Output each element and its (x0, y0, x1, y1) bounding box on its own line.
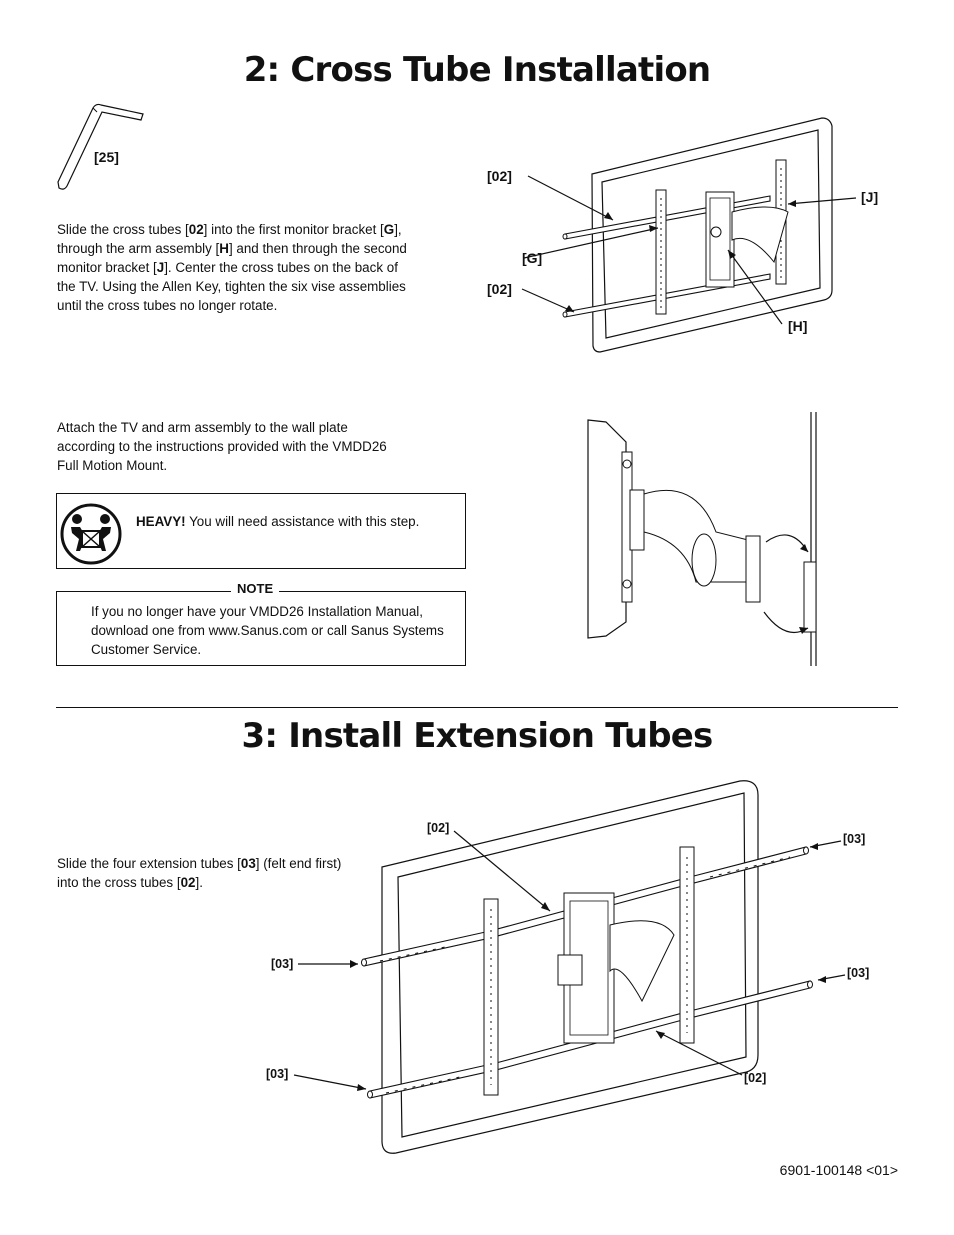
label-cross-tube-top: [02] (427, 821, 450, 835)
allen-key-icon (55, 102, 150, 192)
section2-title: 2: Cross Tube Installation (243, 50, 711, 90)
label-ext-left-lower: [03] (266, 1067, 289, 1081)
document-number: 6901-100148 <01> (779, 1162, 898, 1178)
monitor-bracket-left (484, 899, 498, 1095)
wall-mount-side-diagram (586, 412, 826, 670)
note-title: NOTE (231, 581, 279, 596)
section-divider (56, 707, 898, 708)
label-ext-left-upper: [03] (271, 957, 294, 971)
allen-key-label: [25] (94, 149, 119, 165)
note-box (56, 591, 466, 666)
label-bracket-j: [J] (861, 189, 879, 205)
heavy-warning-text: HEAVY! You will need assistance with this step. (136, 514, 420, 529)
cross-tube-instructions: Slide the cross tubes [02] into the first monitor bracket [G], through the arm assembly [H] and then through the second monitor bracket [J]. Center the cross tubes on the back of the TV. Using the Allen Key, tighten the six vise assemblies until the cross tubes no longer rotate. (57, 222, 407, 313)
cross-tube-diagram (470, 112, 890, 362)
label-arm-h: [H] (788, 318, 808, 334)
section3-title: 3: Install Extension Tubes (241, 716, 713, 756)
attach-instructions: Attach the TV and arm assembly to the wall plate according to the instructions provided with the VMDD26 Full Motion Mount. (57, 420, 387, 473)
cross-tube-lower (565, 274, 770, 317)
label-cross-tube-bottom: [02] (744, 1071, 767, 1085)
label-ext-top-right: [03] (843, 832, 866, 846)
heavy-warning-box (56, 493, 466, 569)
extension-tube-right-upper (690, 847, 806, 884)
extension-tube-instructions: Slide the four extension tubes [03] (felt end first) into the cross tubes [02]. (57, 856, 342, 890)
label-bracket-g: [G] (522, 250, 543, 266)
two-person-lift-icon (60, 503, 122, 565)
label-ext-right-lower: [03] (847, 966, 870, 980)
note-text: If you no longer have your VMDD26 Installation Manual, download one from www.Sanus.com or call Sanus Systems Customer Service. (91, 604, 444, 657)
label-cross-tube-bottom: [02] (487, 281, 512, 297)
label-cross-tube-top: [02] (487, 168, 512, 184)
monitor-bracket-right (680, 847, 694, 1043)
extension-tube-right-lower (690, 981, 810, 1018)
extension-tube-diagram (270, 775, 890, 1165)
tv-side-profile (588, 420, 626, 638)
